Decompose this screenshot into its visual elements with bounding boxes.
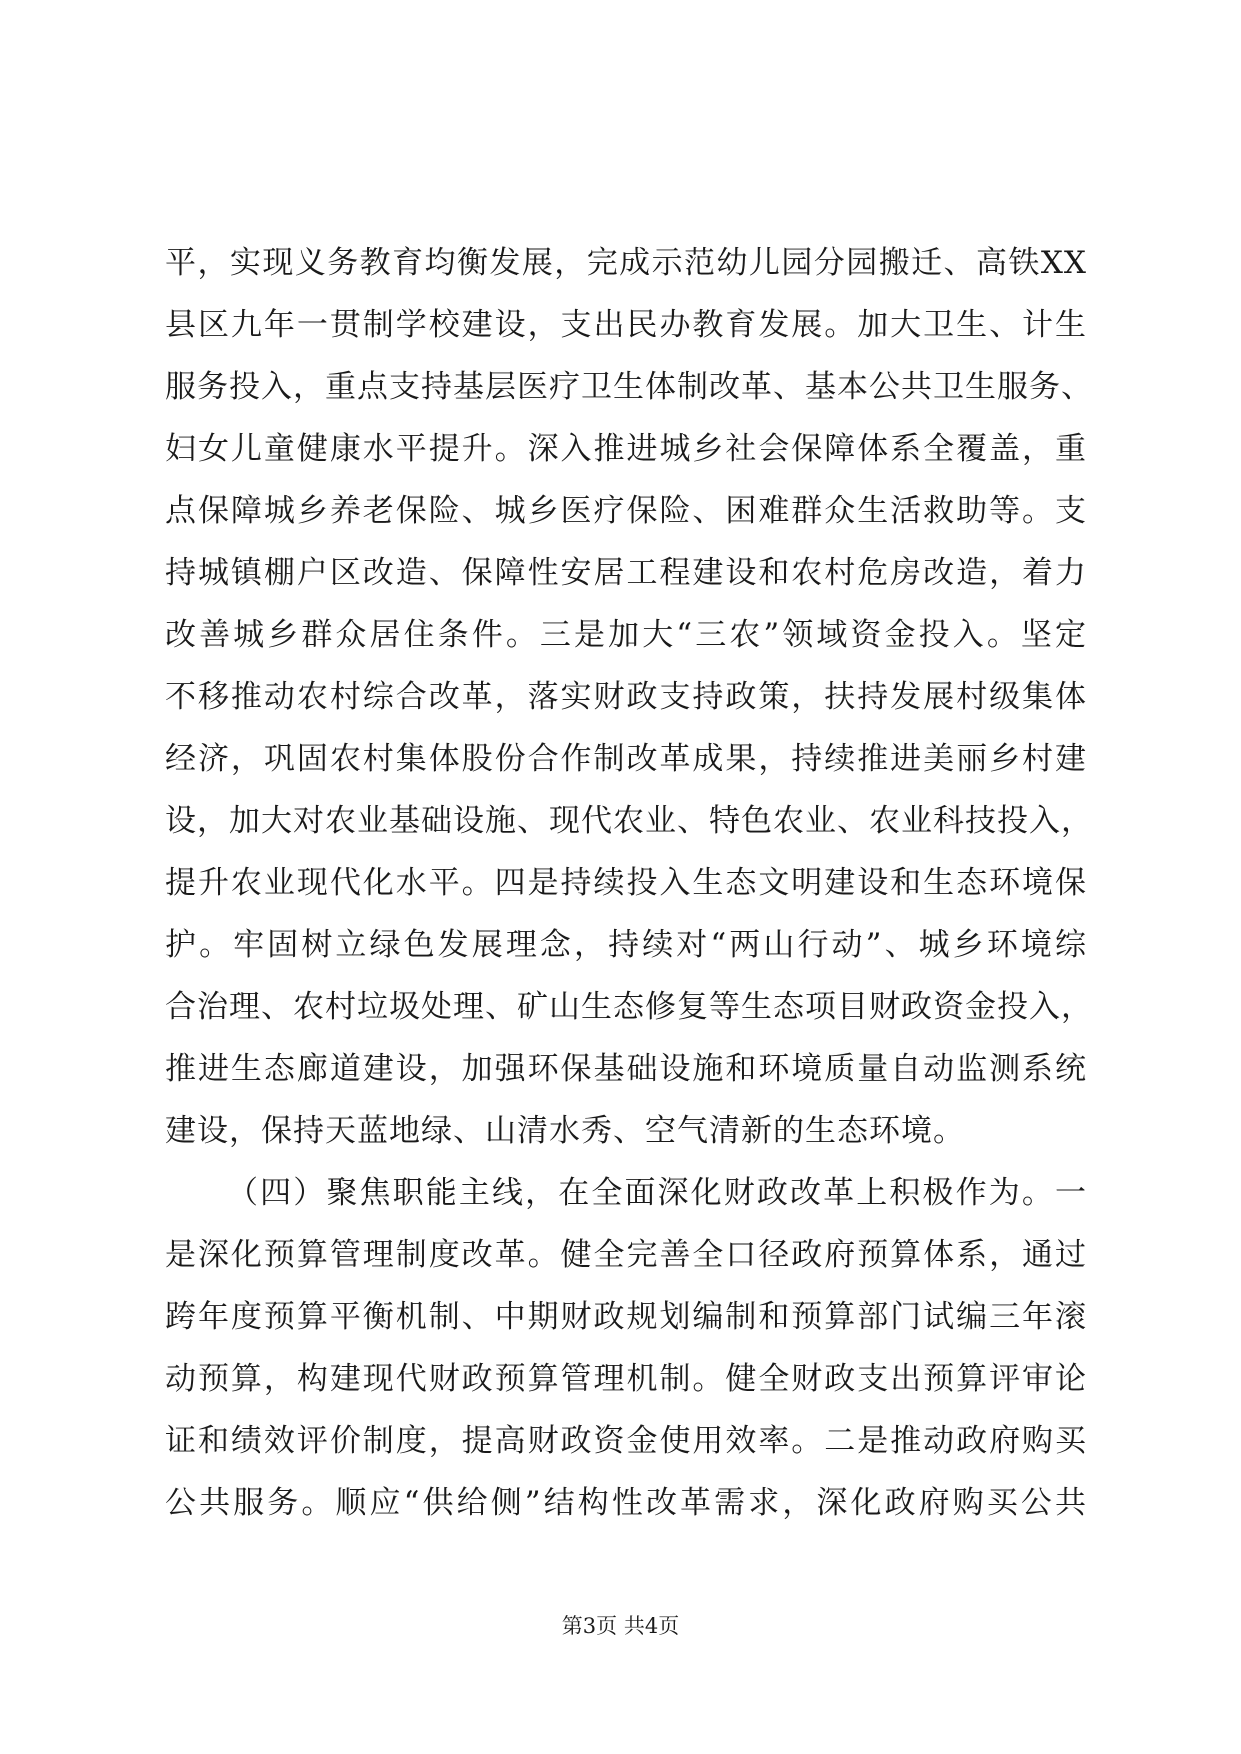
text-line: 设，加大对农业基础设施、现代农业、特色农业、农业科技投入， bbox=[165, 803, 1093, 839]
text-line: 合治理、农村垃圾处理、矿山生态修复等生态项目财政资金投入， bbox=[165, 989, 1093, 1025]
text-line: 经济，巩固农村集体股份合作制改革成果，持续推进美丽乡村建 bbox=[165, 741, 1087, 777]
text-line: 县区九年一贯制学校建设，支出民办教育发展。加大卫生、计生 bbox=[165, 307, 1087, 343]
text-line: 妇女儿童健康水平提升。深入推进城乡社会保障体系全覆盖，重 bbox=[165, 431, 1087, 467]
document-body bbox=[165, 232, 1093, 1534]
text-line: 提升农业现代化水平。四是持续投入生态文明建设和生态环境保 bbox=[165, 865, 1087, 901]
text-line: 持城镇棚户区改造、保障性安居工程建设和农村危房改造，着力 bbox=[165, 555, 1087, 591]
page-number-footer: 第3页 共4页 bbox=[561, 1614, 680, 1638]
text-line: 是深化预算管理制度改革。健全完善全口径政府预算体系，通过 bbox=[165, 1237, 1087, 1273]
paragraph-end-line: 建设，保持天蓝地绿、山清水秀、空气清新的生态环境。 bbox=[165, 1113, 965, 1149]
text-line: 点保障城乡养老保险、城乡医疗保险、困难群众生活救助等。支 bbox=[165, 493, 1087, 529]
text-line: 推进生态廊道建设，加强环保基础设施和环境质量自动监测系统 bbox=[165, 1051, 1087, 1087]
text-line: 跨年度预算平衡机制、中期财政规划编制和预算部门试编三年滚 bbox=[165, 1299, 1087, 1335]
section-heading-line: （四）聚焦职能主线，在全面深化财政改革上积极作为。一 bbox=[227, 1175, 1087, 1211]
text-line: 改善城乡群众居住条件。三是加大“三农”领域资金投入。坚定 bbox=[165, 617, 1087, 653]
text-line: 服务投入，重点支持基层医疗卫生体制改革、基本公共卫生服务、 bbox=[165, 369, 1093, 405]
text-line: 平，实现义务教育均衡发展，完成示范幼儿园分园搬迁、高铁XX bbox=[165, 245, 1087, 281]
text-line: 动预算，构建现代财政预算管理机制。健全财政支出预算评审论 bbox=[165, 1361, 1087, 1397]
text-line: 不移推动农村综合改革，落实财政支持政策，扶持发展村级集体 bbox=[165, 679, 1087, 715]
text-line: 证和绩效评价制度，提高财政资金使用效率。二是推动政府购买 bbox=[165, 1423, 1087, 1459]
text-line: 护。牢固树立绿色发展理念，持续对“两山行动”、城乡环境综 bbox=[165, 927, 1087, 963]
text-line: 公共服务。顺应“供给侧”结构性改革需求，深化政府购买公共 bbox=[165, 1485, 1087, 1521]
